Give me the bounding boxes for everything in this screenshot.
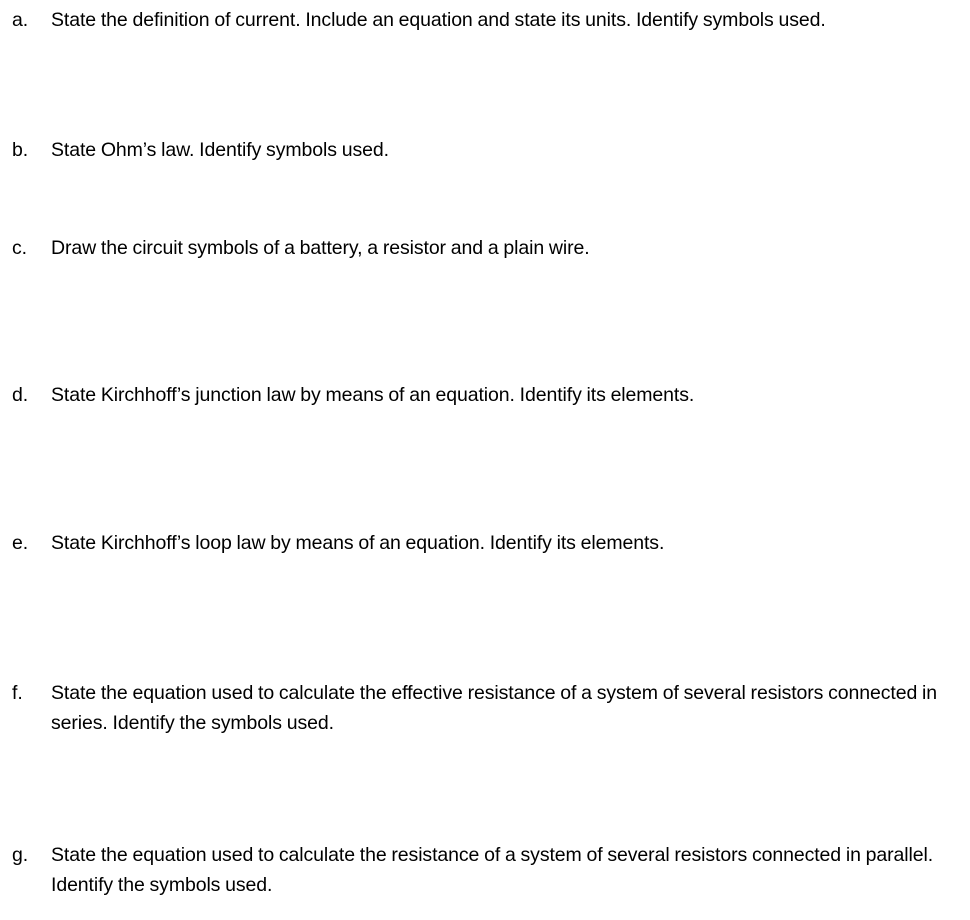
question-letter: d. <box>12 384 29 406</box>
question-text: State Kirchhoff’s loop law by means of an equation. Identify its elements. <box>51 532 665 554</box>
question-f <box>0 678 960 738</box>
question-text: State the definition of current. Include an equation and state its units. Identify symbols used. <box>51 9 826 31</box>
question-e <box>0 528 960 558</box>
question-a <box>0 5 960 35</box>
question-text: State Ohm’s law. Identify symbols used. <box>51 139 389 161</box>
question-d <box>0 380 960 410</box>
question-text: Draw the circuit symbols of a battery, a resistor and a plain wire. <box>51 237 590 259</box>
question-letter: a. <box>12 9 29 31</box>
question-c <box>0 233 960 263</box>
question-text: State Kirchhoff’s junction law by means of an equation. Identify its elements. <box>51 384 695 406</box>
question-b <box>0 135 960 165</box>
question-letter: f. <box>12 682 23 704</box>
question-letter: g. <box>12 844 29 866</box>
question-letter: e. <box>12 532 29 554</box>
question-letter: c. <box>12 237 27 259</box>
question-text: State the equation used to calculate the resistance of a system of several resistors connected in parallel. Identify the symbols used. <box>51 844 934 896</box>
question-g <box>0 840 960 900</box>
question-text: State the equation used to calculate the effective resistance of a system of several resistors connected in series. Identify the symbols used. <box>51 682 938 734</box>
question-letter: b. <box>12 139 29 161</box>
